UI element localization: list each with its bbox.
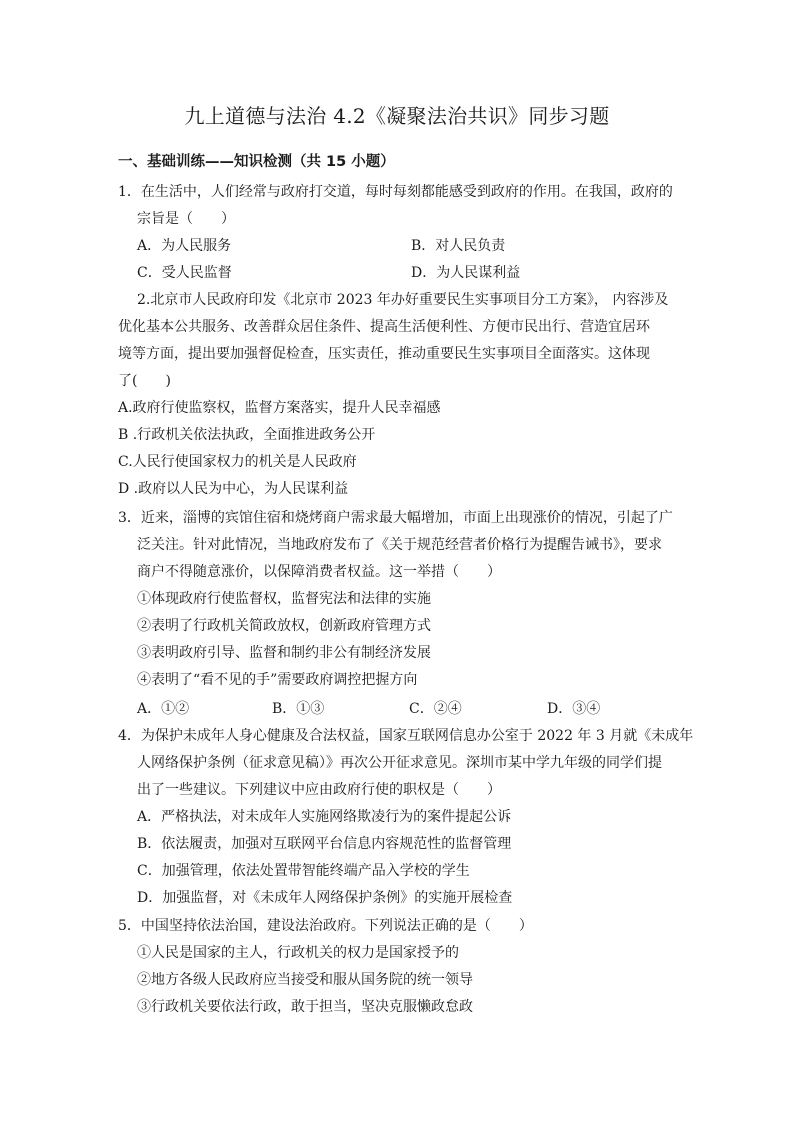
q2-stem-line: 了( ) <box>118 373 171 389</box>
q3-option-d: D．③④ <box>547 701 601 717</box>
q4-option-c: C．加强管理，依法处置带智能终端产品入学校的学生 <box>137 863 470 879</box>
q3-statement-2: ②表明了行政机关简政放权，创新政府管理方式 <box>137 618 431 634</box>
q5-statement-1: ①人民是国家的主人，行政机关的权力是国家授予的 <box>137 945 459 961</box>
q4-stem-line: 人网络保护条例（征求意见稿）》再次公开征求意见。深圳市某中学九年级的同学们提 <box>137 755 662 771</box>
q1-option-c: C．受人民监督 <box>137 265 232 281</box>
q3-option-a: A．①② <box>137 701 190 717</box>
section-heading: 一、基础训练——知识检测（共 15 小题） <box>118 154 395 170</box>
q3-option-b: B．①③ <box>272 701 325 717</box>
q2-stem-line: 优化基本公共服务、改善群众居住条件、提高生活便利性、方便市民出行、营造宜居环 <box>118 319 650 335</box>
q2-stem-line: 2.北京市人民政府印发《北京市 2023 年办好重要民生实事项目分工方案》， 内容涉及 <box>137 292 669 308</box>
q1-stem-line: 1．在生活中，人们经常与政府打交道，每时每刻都能感受到政府的作用。在我国，政府的 <box>118 184 673 200</box>
q5-statement-3: ③行政机关要依法行政，敢于担当，坚决克服懒政怠政 <box>137 999 473 1015</box>
q5-stem-line: 5．中国坚持依法治国，建设法治政府。下列说法正确的是（ ） <box>118 918 533 934</box>
q2-option-a: A.政府行使监察权，监督方案落实，提升人民幸福感 <box>118 400 441 416</box>
q3-statement-3: ③表明政府引导、监督和制约非公有制经济发展 <box>137 645 431 661</box>
q2-option-b: B .行政机关依法执政，全面推进政务公开 <box>118 427 376 443</box>
q4-stem-line: 出了一些建议。下列建议中应由政府行使的职权是（ ） <box>137 782 501 798</box>
q3-option-c: C．②④ <box>409 701 462 717</box>
q3-statement-1: ①体现政府行使监督权，监督宪法和法律的实施 <box>137 591 431 607</box>
q1-option-b: B．对人民负责 <box>411 238 506 254</box>
q4-option-a: A．严格执法，对未成年人实施网络欺凌行为的案件提起公诉 <box>137 809 512 825</box>
q5-statement-2: ②地方各级人民政府应当接受和服从国务院的统一领导 <box>137 972 473 988</box>
q4-option-d: D．加强监督，对《未成年人网络保护条例》的实施开展检查 <box>137 890 513 906</box>
q1-option-d: D．为人民谋利益 <box>411 265 521 281</box>
q3-statement-4: ④表明了“看不见的手”需要政府调控把握方向 <box>137 672 418 688</box>
q4-stem-line: 4．为保护未成年人身心健康及合法权益，国家互联网信息办公室于 2022 年 3 月就《未成年 <box>118 728 694 744</box>
q3-stem-line: 泛关注。针对此情况，当地政府发布了《关于规范经营者价格行为提醒告诫书》，要求 <box>137 537 662 553</box>
q2-stem-line: 境等方面，提出要加强督促检查，压实责任，推动重要民生实事项目全面落实。这体现 <box>118 346 650 362</box>
q3-stem-line: 3．近来，淄博的宾馆住宿和烧烤商户需求最大幅增加，市面上出现涨价的情况，引起了广 <box>118 510 673 526</box>
q2-option-d: D .政府以人民为中心，为人民谋利益 <box>118 481 349 497</box>
q2-option-c: C.人民行使国家权力的机关是人民政府 <box>118 454 357 470</box>
q1-option-a: A．为人民服务 <box>137 238 232 254</box>
q3-stem-line: 商户不得随意涨价，以保障消费者权益。这一举措（ ） <box>137 564 501 580</box>
page-title: 九上道德与法治 4.2《凝聚法治共识》同步习题 <box>184 104 610 128</box>
q1-stem-line: 宗旨是（ ） <box>137 211 235 227</box>
q4-option-b: B．依法履责，加强对互联网平台信息内容规范性的监督管理 <box>137 836 512 852</box>
